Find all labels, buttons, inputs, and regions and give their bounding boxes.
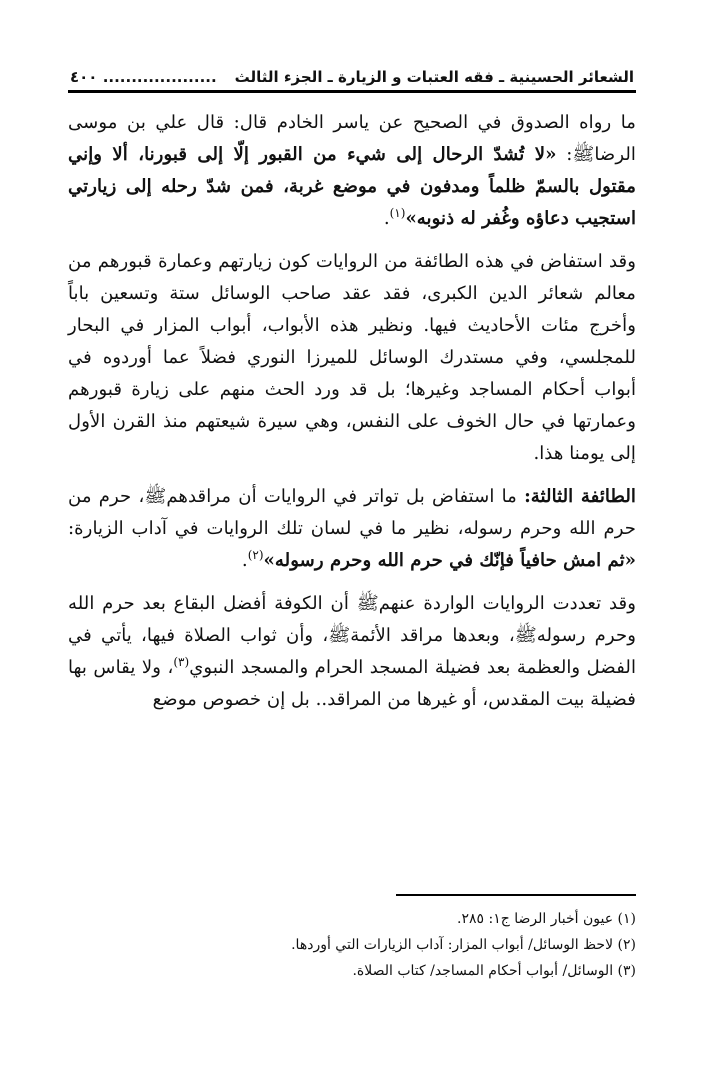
header-dots: ....................	[102, 68, 217, 86]
p1-end: .	[383, 208, 390, 229]
paragraph-2	[68, 246, 636, 470]
footnote-rule	[396, 894, 636, 896]
p4-text-b: أن الكوفة أفضل البقاع بعد حرم الله وحرم رسوله	[68, 593, 636, 646]
p4-text-a: وقد تعددت الروايات الواردة عنهم	[378, 593, 636, 614]
paragraph-4	[68, 588, 636, 716]
p4-text-d: ، وأن ثواب الصلاة فيها، يأتي في الفضل والعظمة بعد فضيلة المسجد الحرام والمسجد النبوي	[68, 625, 636, 678]
p3-text-a: ما استفاض بل تواتر في الروايات أن مراقدهم	[166, 486, 525, 507]
p2-text: وقد استفاض في هذه الطائفة من الروايات كون زيارتهم وعمارة قبورهم من معالم شعائر الدين الكبرى، فقد عقد صاحب الوسائل ستة وتسعين باباً وأخرج مئات الأحاديث فيها. ونظير هذه الأبواب، أبواب المزار في البحار للمجلسي، وفي مستدرك الوسائل للميرزا النوري فضلاً عما أوردوه في أبواب أحكام المساجد وغيرها؛ بل قد ورد الحث منهم على زيارة قبورهم وعمارتها في حال الخوف على النفس، وهي سيرة شيعتهم منذ القرن الأول إلى يومنا هذا.	[68, 251, 636, 464]
p3-label: الطائفة الثالثة:	[524, 486, 636, 507]
p4-text-e: ، ولا يقاس بها فضيلة بيت المقدس، أو غيرها من المراقد.. بل إن خصوص موضع	[68, 657, 636, 710]
header-page-marker	[70, 68, 217, 86]
p1-colon: :	[556, 144, 573, 165]
footnote-ref-2: (٢)	[247, 547, 264, 562]
footnotes	[68, 906, 636, 984]
p3-quote: «ثم امش حافياً فإنّك في حرم الله وحرم رسوله»	[263, 550, 636, 571]
footnote-1: (١) عيون أخبار الرضا ج١: ٢٨٥.	[457, 911, 636, 927]
footnote-2: (٢) لاحظ الوسائل/ أبواب المزار: آداب الزيارات التي أوردها.	[291, 937, 636, 953]
header-rule	[68, 90, 636, 93]
paragraph-3	[68, 481, 636, 577]
honorific-symbol: ﷺ	[572, 144, 595, 165]
honorific-symbol: ﷺ	[144, 486, 167, 507]
footnote-ref-3: (٣)	[173, 654, 190, 669]
main-text	[68, 107, 636, 716]
p1-quote: «لا تُشدّ الرحال إلى شيء من القبور إلّا إلى قبورنا، ألا وإني مقتول بالسمّ ظلماً ومدفون في موضع غربة، فمن شدّ رحله إلى زيارتي استجيب دعاؤه وغُفر له ذنوبه»	[68, 144, 636, 229]
page-number: ٤٠٠	[70, 68, 98, 86]
p3-end: .	[241, 550, 248, 571]
paragraph-1	[68, 107, 636, 235]
footnote-ref-1: (١)	[389, 205, 406, 220]
p1-intro: ما رواه الصدوق في الصحيح عن ياسر الخادم قال: قال علي بن موسى الرضا	[68, 112, 636, 165]
honorific-symbol: ﷺ	[514, 625, 537, 646]
footnote-3: (٣) الوسائل/ أبواب أحكام المساجد/ كتاب الصلاة.	[352, 963, 636, 979]
running-title: الشعائر الحسينية ـ فقه العتبات و الزيارة ـ الجزء الثالث	[234, 68, 634, 86]
running-header	[68, 56, 636, 86]
book-page	[68, 56, 636, 1056]
honorific-symbol: ﷺ	[356, 593, 379, 614]
p4-text-c: ، وبعدها مراقد الأئمة	[350, 625, 515, 646]
honorific-symbol: ﷺ	[328, 625, 351, 646]
p3-text-b: ، حرم من حرم الله وحرم رسوله، نظير ما في لسان تلك الروايات في آداب الزيارة:	[68, 486, 636, 539]
